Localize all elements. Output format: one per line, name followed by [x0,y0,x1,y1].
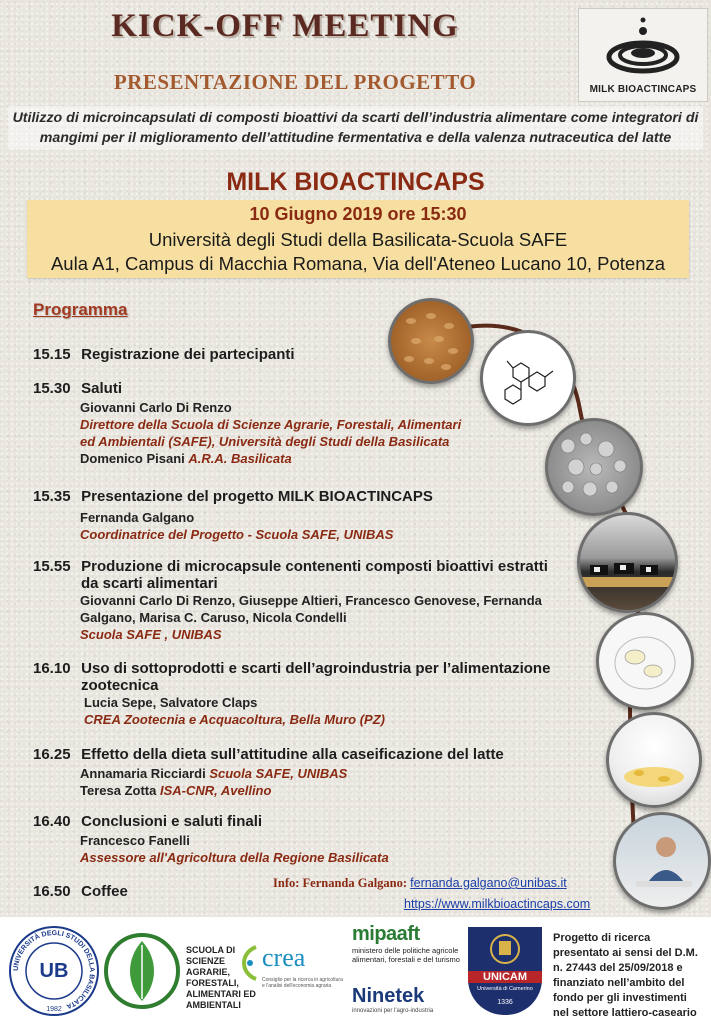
event-details [27,200,689,278]
programme-item [33,380,461,467]
microcapsules-image [545,418,643,516]
unicam-crest-icon [468,927,542,971]
speaker-name: Annamaria Ricciardi [80,766,206,781]
item-title-continued: da scarti alimentari [81,575,218,592]
safe-text: SCUOLA DI SCIENZE AGRARIE, FORESTALI, ALIMENTARI ED AMBIENTALI [186,945,256,1010]
event-place: Aula A1, Campus di Macchia Romana, Via dell'Ateneo Lucano 10, Potenza [50,253,666,274]
microcapsule-texture-icon [548,421,640,513]
footer-logos [0,917,711,1024]
meeting-title: KICK-OFF MEETING [111,8,459,44]
crea-name: crea [262,943,306,972]
item-title: Coffee [81,883,128,900]
grain-image [388,298,474,384]
speaker-affiliation: ed Ambientali (SAFE), Università degli Studi della Basilicata [80,434,450,449]
mipaaft-logo [352,923,460,1019]
speaker-affiliation: A.R.A. Basilicata [188,451,292,466]
speaker-affiliation: CREA Zootecnia e Acquacoltura, Bella Muro (PZ) [84,712,385,727]
speaker-name: Domenico Pisani [80,451,185,466]
grain-texture-icon [391,301,471,381]
researcher-icon [616,815,708,907]
unicam-name: UNICAM [468,971,542,983]
programme-item [33,746,504,799]
item-time: 15.55 [33,558,71,575]
programme-item [33,558,548,643]
contact-email-link[interactable]: fernanda.galgano@unibas.it [410,876,567,890]
molecule-structure-icon [483,333,573,423]
programme-item [33,488,433,543]
item-title: Registrazione dei partecipanti [81,346,295,363]
speaker-name: Fernanda Galgano [80,510,195,525]
programme-item [33,883,128,900]
meeting-subtitle: PRESENTAZIONE DEL PROGETTO [113,70,477,94]
item-time: 16.50 [33,883,71,900]
description-line: Utilizzo di microincapsulati di composti bioattivi da scarti dell’industria alimentare come integratori di [12,110,699,126]
item-title: Presentazione del progetto MILK BIOACTINCAPS [81,488,433,505]
ninetek-subtext: innovazioni per l'agro-industria [352,1008,434,1014]
website-link[interactable]: https://www.milkbioactincaps.com [404,897,591,911]
programme-item [33,813,389,866]
project-logo [578,8,708,102]
speaker-name: Giovanni Carlo Di Renzo [80,400,232,415]
unicam-year: 1336 [497,999,513,1006]
milk-drop-logo-icon [579,9,707,81]
molecule-image [480,330,576,426]
speaker-names: Lucia Sepe, Salvatore Claps [84,695,258,710]
item-title-continued: zootecnica [81,677,159,694]
unicam-subtext: Università di Camerino [477,986,533,992]
item-time: 16.10 [33,660,71,677]
leaf-circle-icon [104,931,182,1011]
speaker-affiliation: Scuola SAFE , UNIBAS [80,627,222,642]
speaker-names: Galgano, Marisa C. Caruso, Nicola Condelli [80,610,347,625]
item-time: 16.40 [33,813,71,830]
item-time: 16.25 [33,746,71,763]
speaker-affiliation: Scuola SAFE, UNIBAS [209,766,348,781]
unicam-logo [468,927,542,1015]
cheese-curd-icon [599,615,691,707]
cows-barn-image [577,512,678,613]
unibas-logo [8,923,100,1019]
item-title: Uso di sottoprodotti e scarti dell’agroindustria per l’alimentazione [81,660,551,677]
beaker-icon [609,715,699,805]
item-title: Produzione di microcapsule contenenti composti bioattivi estratti [81,558,548,575]
mipaaft-subtext: ministero delle politiche agricole alimentari, forestali e del turismo [352,946,460,964]
funding-note: Progetto di ricerca presentato ai sensi del D.M. n. 27443 del 25/09/2018 e finanziato nell’ambito del fondo per gli investimenti nel settore lattiero-caseario [553,932,698,1019]
crea-logo [236,943,346,1003]
contact-label: Info: Fernanda Galgano: [273,876,408,890]
unibas-seal-icon [8,923,100,1019]
ninetek-name: Ninetek [352,985,425,1007]
unibas-year: 1982 [46,1006,62,1013]
item-title: Effetto della dieta sull’attitudine alla caseificazione del latte [81,746,504,763]
mipaaft-name: mipaaft [352,923,420,945]
description-line: mangimi per il miglioramento dell’attitudine fermentativa e della valenza nutraceutica del latte [39,130,672,146]
project-description [8,106,703,150]
milk-beaker-image [606,712,702,808]
programme-item [33,660,550,728]
speaker-names: Giovanni Carlo Di Renzo, Giuseppe Altieri, Francesco Genovese, Fernanda [80,593,542,608]
item-title: Conclusioni e saluti finali [81,813,263,830]
event-date: 10 Giugno 2019 ore 15:30 [249,204,467,224]
speaker-name: Francesco Fanelli [80,833,190,848]
safe-logo [104,931,254,1011]
crea-subtext: Consiglio per la ricerca in agricoltura e l'analisi dell'economia agraria [262,977,343,989]
speaker-affiliation: Assessore all'Agricoltura della Regione Basilicata [80,850,389,865]
researcher-image [613,812,711,910]
speaker-affiliation: Coordinatrice del Progetto - Scuola SAFE, UNIBAS [80,527,394,542]
speaker-affiliation: Direttore della Scuola di Scienze Agrarie, Forestali, Alimentari [80,417,462,432]
ninetek-logo [352,985,433,1014]
speaker-name: Teresa Zotta [80,783,157,798]
programme-item [33,346,295,363]
cows-icon [580,515,675,610]
logo-text: MILK BIOACTINCAPS [589,84,697,95]
item-title: Saluti [81,380,123,397]
item-time: 15.35 [33,488,71,505]
item-time: 15.30 [33,380,71,397]
contact-info [273,876,567,891]
event-university: Università degli Studi della Basilicata-Scuola SAFE [148,229,568,250]
programme-heading: Programma [33,300,128,319]
svg-text:UB: UB [39,960,69,982]
project-name: MILK BIOACTINCAPS [226,168,485,196]
cheese-diagram-image [596,612,694,710]
item-time: 15.15 [33,346,71,363]
crea-swirl-icon [236,943,260,983]
speaker-affiliation: ISA-CNR, Avellino [159,783,272,798]
unibas-ring-text: UNIVERSITÀ DEGLI STUDI DELLA BASILICATA [12,929,96,1010]
